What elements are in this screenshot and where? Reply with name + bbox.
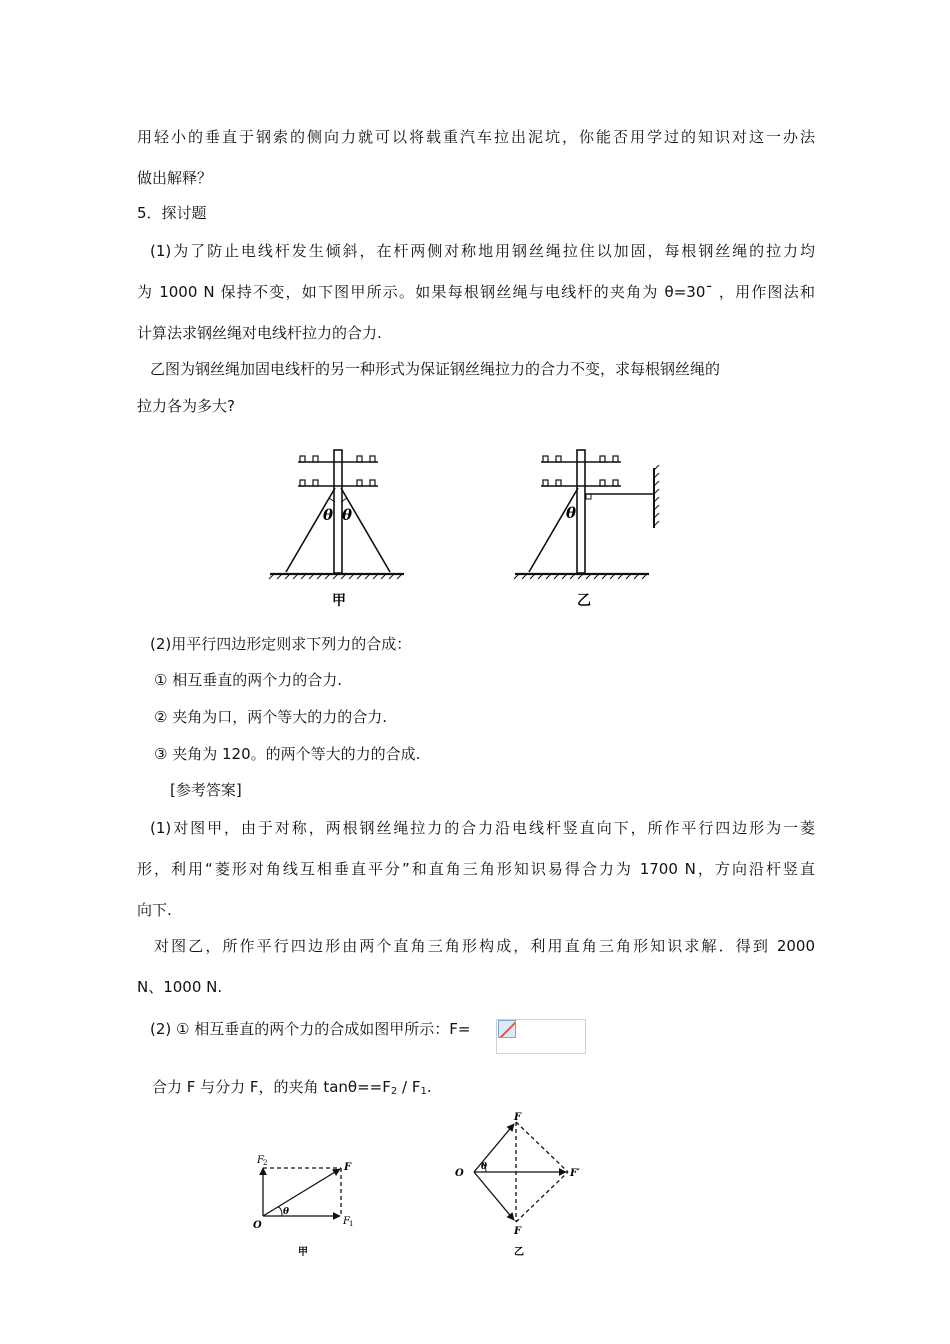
force-figure-jia bbox=[263, 1168, 341, 1216]
label-F-prime: F′ bbox=[570, 1168, 580, 1179]
label-O-jia: O bbox=[253, 1220, 262, 1231]
question-2-intro: (2)用平行四边形定则求下列力的合成： bbox=[150, 635, 412, 653]
answer-1-line-4: 对图乙，所作平行四边形由两个直角三角形构成，利用直角三角形知识求解．得到 2000 bbox=[154, 937, 815, 955]
label-O-yi: O bbox=[455, 1168, 464, 1179]
tan-text-2: / F bbox=[397, 1078, 421, 1096]
force-figures bbox=[248, 1108, 598, 1258]
vector-F-resultant bbox=[263, 1169, 340, 1216]
label-F1: F bbox=[343, 1216, 350, 1227]
broken-image-icon bbox=[498, 1020, 516, 1038]
question-1-line-2: 为 1000 N 保持不变，如下图甲所示。如果每根钢丝绳与电线杆的夹角为 θ=30ˉ ，用作图法和 bbox=[137, 283, 815, 301]
label-F-jia: F bbox=[344, 1162, 352, 1173]
answer-1-line-3: 向下. bbox=[137, 901, 172, 919]
caption-poles-jia: 甲 bbox=[332, 593, 346, 609]
caption-poles-yi: 乙 bbox=[577, 593, 591, 609]
theta-label-yi: θ bbox=[566, 504, 577, 522]
pole-figure-jia bbox=[269, 450, 404, 579]
section-heading-5: 5．探讨题 bbox=[137, 204, 207, 222]
force-figure-yi bbox=[474, 1122, 568, 1222]
caption-forces-yi: 乙 bbox=[514, 1247, 524, 1258]
question-1-line-4: 乙图为钢丝绳加固电线杆的另一种形式为保证钢丝绳拉力的合力不变，求每根钢丝绳的 bbox=[150, 360, 721, 378]
caption-forces-jia: 甲 bbox=[298, 1247, 308, 1258]
answer-1-line-1: (1)对图甲，由于对称，两根钢丝绳拉力的合力沿电线杆竖直向下，所作平行四边形为一菱 bbox=[150, 819, 815, 837]
tan-sub-2: 2 bbox=[390, 1086, 398, 1097]
question-1-line-3: 计算法求钢丝绳对电线杆拉力的合力. bbox=[137, 324, 382, 342]
label-F1-sub: 1 bbox=[349, 1220, 354, 1228]
theta-label-jia-right: θ bbox=[342, 506, 353, 524]
label-F2: F bbox=[257, 1155, 264, 1166]
vector-F-lower bbox=[474, 1172, 514, 1220]
text-line-2: 做出解释？ bbox=[137, 169, 213, 187]
question-1-line-1: (1)为了防止电线杆发生倾斜，在杆两侧对称地用钢丝绳拉住以加固，每根钢丝绳的拉力均 bbox=[150, 242, 815, 260]
label-theta-yi: θ bbox=[481, 1162, 488, 1172]
label-F-bottom: F bbox=[514, 1226, 522, 1237]
answer-heading: [参考答案] bbox=[170, 781, 242, 799]
theta-label-jia-left: θ bbox=[323, 506, 334, 524]
answer-2-line-2 bbox=[152, 1077, 432, 1102]
question-2-item-3: ③ 夹角为 120。的两个等大的力的合成. bbox=[154, 745, 421, 763]
answer-2-line-1: (2) ① 相互垂直的两个力的合成如图甲所示：F= bbox=[150, 1020, 471, 1038]
label-F-top: F bbox=[514, 1112, 522, 1123]
pole-figure-yi bbox=[514, 450, 659, 579]
cable-left-yi bbox=[529, 488, 578, 572]
answer-1-line-5: N、1000 N. bbox=[137, 978, 223, 996]
text-line-1: 用轻小的垂直于钢索的侧向力就可以将载重汽车拉出泥坑，你能否用学过的知识对这一办法 bbox=[137, 128, 815, 146]
tan-text: 合力 F 与分力 F，的夹角 tanθ==F bbox=[152, 1078, 391, 1096]
pole-jia bbox=[334, 450, 342, 573]
label-F2-sub: 2 bbox=[263, 1159, 268, 1167]
vector-F-upper bbox=[474, 1124, 514, 1172]
question-2-item-2: ② 夹角为口，两个等大的力的合力. bbox=[154, 708, 387, 726]
cable-left-jia bbox=[286, 488, 335, 572]
question-2-item-1: ① 相互垂直的两个力的合力. bbox=[154, 671, 342, 689]
label-theta-jia: θ bbox=[283, 1207, 290, 1217]
pole-yi bbox=[577, 450, 585, 573]
question-1-line-5: 拉力各为多大? bbox=[137, 397, 235, 415]
tan-text-3: . bbox=[426, 1078, 432, 1096]
answer-1-line-2: 形，利用“菱形对角线互相垂直平分”和直角三角形知识易得合力为 1700 N，方向沿杆竖直 bbox=[137, 860, 815, 878]
pole-figures bbox=[268, 448, 668, 613]
tan-sub-1: 1 bbox=[420, 1086, 427, 1097]
cable-right-jia bbox=[341, 488, 390, 572]
